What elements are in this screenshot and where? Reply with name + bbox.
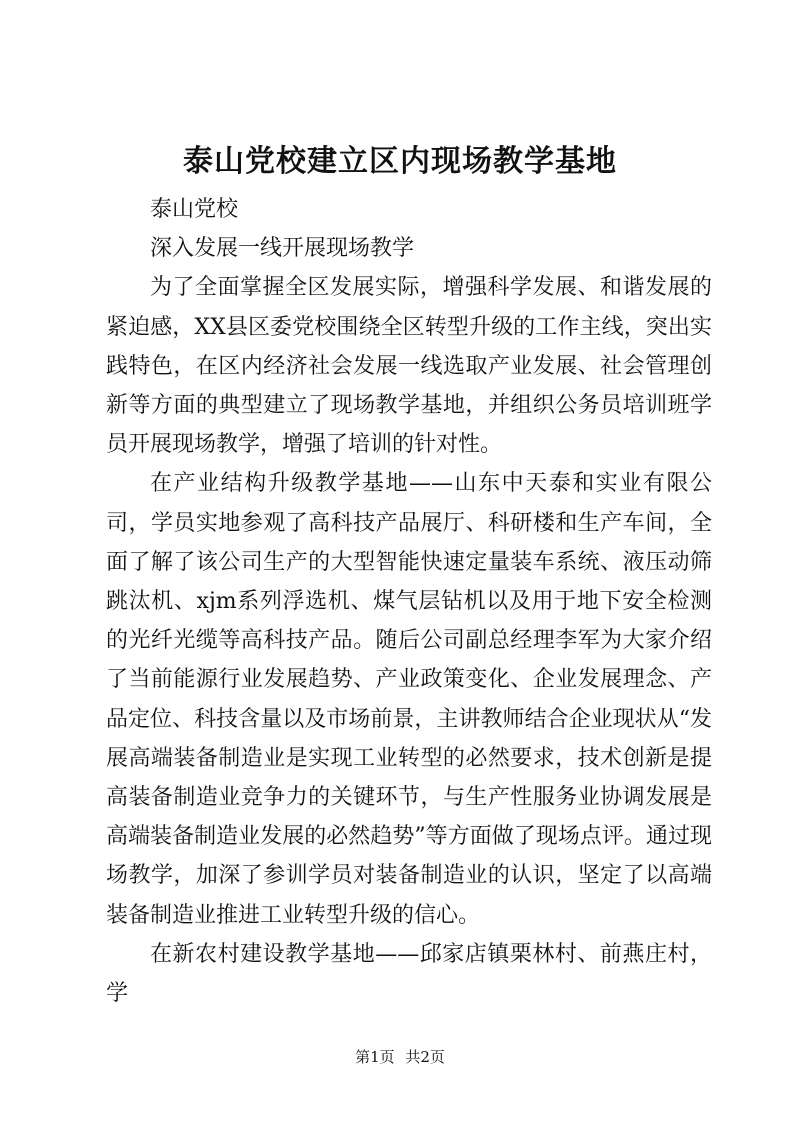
paragraph-rural-base: 在新农村建设教学基地——邱家店镇栗林村、前燕庄村，学 — [106, 941, 712, 1007]
page-total: 共2页 — [405, 1048, 445, 1066]
document-body — [106, 190, 712, 1013]
subtitle-line: 深入发展一线开展现场教学 — [150, 236, 415, 262]
paragraph-industry-base: 在产业结构升级教学基地——山东中天泰和实业有限公司，学员实地参观了高科技产品展厅、科研楼和生产车间，全面了解了该公司生产的大型智能快速定量装车系统、液压动筛跳汰机、xjm系列浮选机、煤气层钻机以及用于地下安全检测的光纤光缆等高科技产品。随后公司副总经理李军为大家介绍了当前能源行业发展趋势、产业政策变化、企业发展理念、产品定位、科技含量以及市场前景，主讲教师结合企业现状从“发展高端装备制造业是实现工业转型的必然要求，技术创新是提高装备制造业竞争力的关键环节，与生产性服务业协调发展是高端装备制造业发展的必然趋势”等方面做了现场点评。通过现场教学，加深了参训学员对装备制造业的认识，坚定了以高端装备制造业推进工业转型升级的信心。 — [106, 471, 712, 928]
author-line: 泰山党校 — [150, 197, 239, 222]
paragraph-intro: 为了全面掌握全区发展实际，增强科学发展、和谐发展的紧迫感，XX县区委党校围绕全区转型升级的工作主线，突出实践特色，在区内经济社会发展一线选取产业发展、社会管理创新等方面的典型建立了现场教学基地，并组织公务员培训班学员开展现场教学，增强了培训的针对性。 — [106, 275, 712, 458]
page-number: 第1页 — [355, 1048, 395, 1066]
document-title: 泰山党校建立区内现场教学基地 — [183, 144, 617, 179]
page-footer — [0, 1047, 800, 1067]
